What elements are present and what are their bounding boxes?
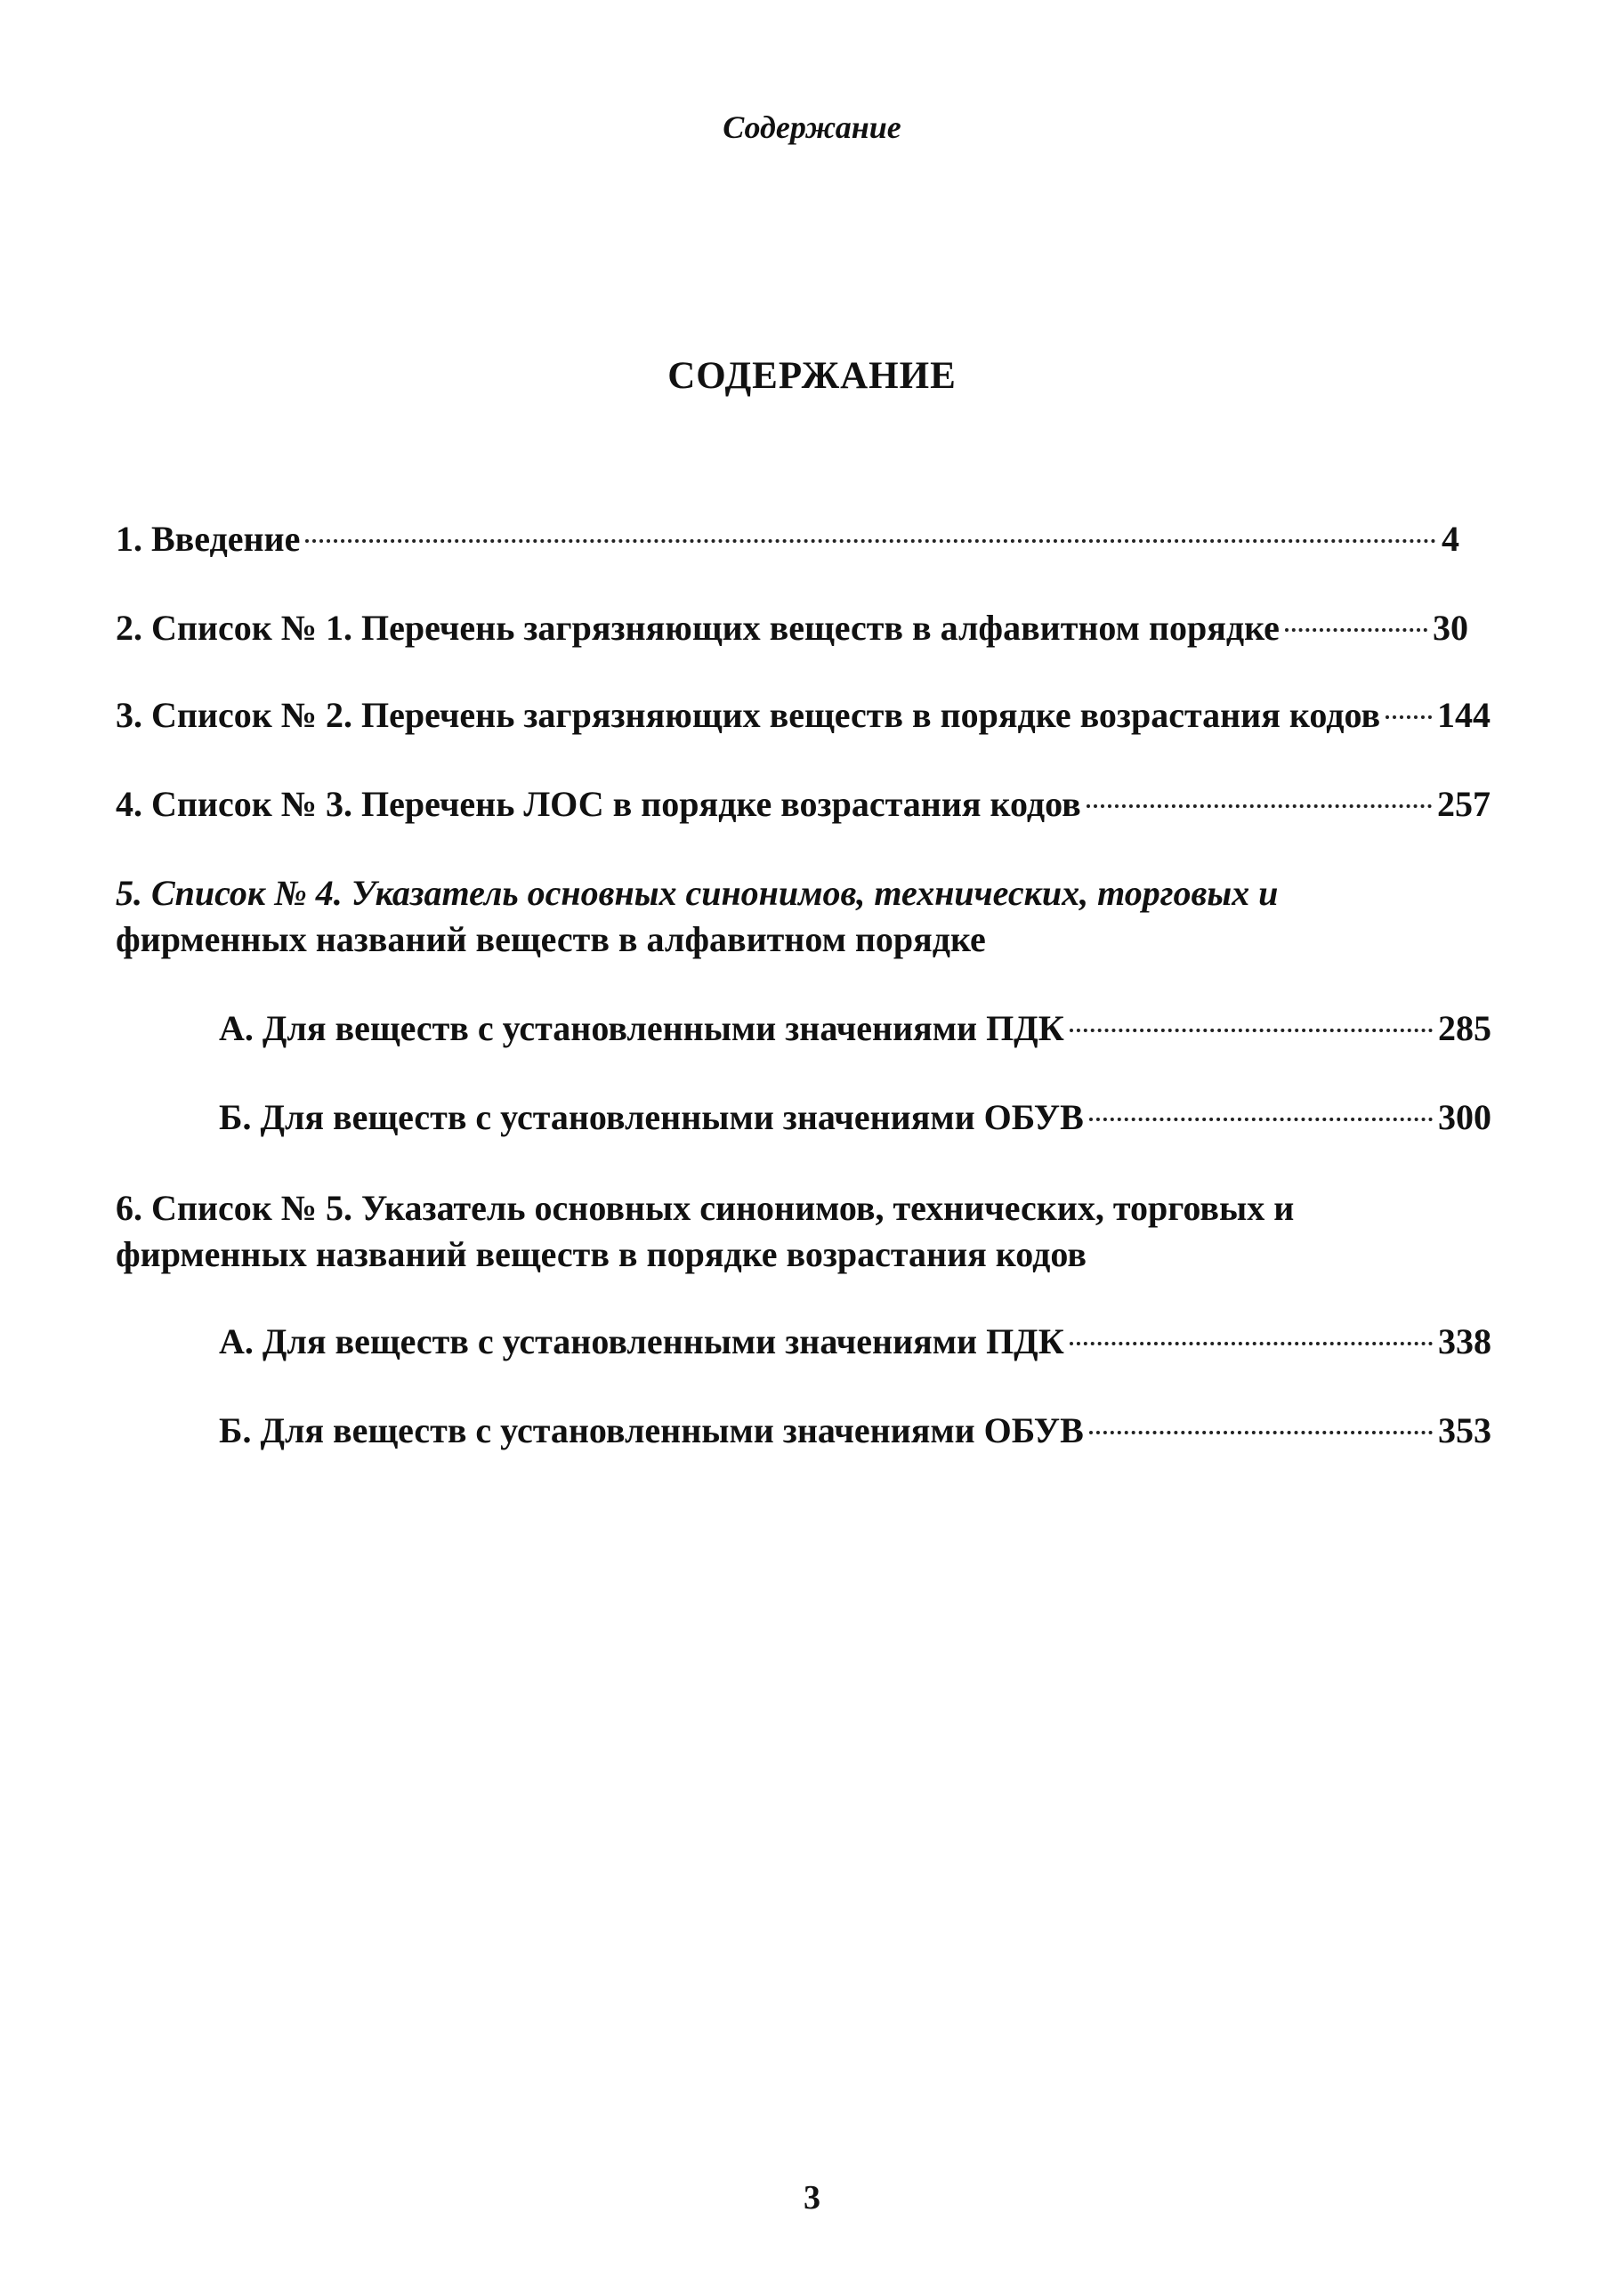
toc-entry-list-5-heading <box>116 1185 1335 1278</box>
toc-entry-page: 30 <box>1433 608 1468 648</box>
dot-leader <box>1089 1118 1433 1121</box>
toc-entry-list-4-heading <box>116 870 1335 963</box>
toc-entry-list-1 <box>116 605 1468 651</box>
dot-leader <box>305 539 1436 543</box>
toc-entry-introduction <box>116 516 1459 562</box>
toc-entry-page: 300 <box>1438 1097 1491 1137</box>
toc-subentry-list-4-a <box>219 1005 1491 1052</box>
dot-leader <box>1070 1342 1433 1345</box>
toc-entry-page: 353 <box>1438 1410 1491 1450</box>
toc-heading-line-2: фирменных названий веществ в порядке возрастания кодов <box>116 1234 1087 1274</box>
toc-entry-label: 1. Введение <box>116 519 301 559</box>
document-title: СОДЕРЖАНИЕ <box>667 355 957 397</box>
toc-heading-line-1: 5. Список № 4. Указатель основных синонимов, технических, торговых и <box>116 873 1279 913</box>
dot-leader <box>1070 1029 1433 1032</box>
toc-subentry-list-4-b <box>219 1094 1491 1141</box>
dot-leader <box>1386 715 1432 719</box>
toc-heading-line-2: фирменных названий веществ в алфавитном порядке <box>116 919 986 959</box>
toc-entry-label: Б. Для веществ с установленными значениями ОБУВ <box>219 1410 1084 1450</box>
toc-entry-label: 3. Список № 2. Перечень загрязняющих веществ в порядке возрастания кодов <box>116 695 1381 735</box>
toc-entry-list-3 <box>116 781 1491 828</box>
toc-entry-page: 257 <box>1437 784 1491 824</box>
toc-entry-label: А. Для веществ с установленными значениями ПДК <box>219 1321 1064 1361</box>
dot-leader <box>1285 628 1427 632</box>
toc-entry-label: А. Для веществ с установленными значениями ПДК <box>219 1008 1064 1048</box>
toc-entry-page: 338 <box>1438 1321 1491 1361</box>
toc-entry-page: 4 <box>1442 519 1459 559</box>
dot-leader <box>1089 1431 1433 1434</box>
toc-entry-list-2 <box>116 692 1491 739</box>
toc-entry-label: 4. Список № 3. Перечень ЛОС в порядке возрастания кодов <box>116 784 1081 824</box>
toc-entry-label: 2. Список № 1. Перечень загрязняющих веществ в алфавитном порядке <box>116 608 1280 648</box>
dot-leader <box>1087 804 1432 808</box>
toc-subentry-list-5-b <box>219 1408 1491 1454</box>
toc-heading-line-1: 6. Список № 5. Указатель основных синонимов, технических, торговых и <box>116 1188 1295 1228</box>
toc-entry-page: 144 <box>1437 695 1491 735</box>
toc-subentry-list-5-a <box>219 1319 1491 1365</box>
toc-entry-label: Б. Для веществ с установленными значениями ОБУВ <box>219 1097 1084 1137</box>
running-header: Содержание <box>723 109 901 145</box>
toc-entry-page: 285 <box>1438 1008 1491 1048</box>
page-number: 3 <box>804 2179 820 2216</box>
